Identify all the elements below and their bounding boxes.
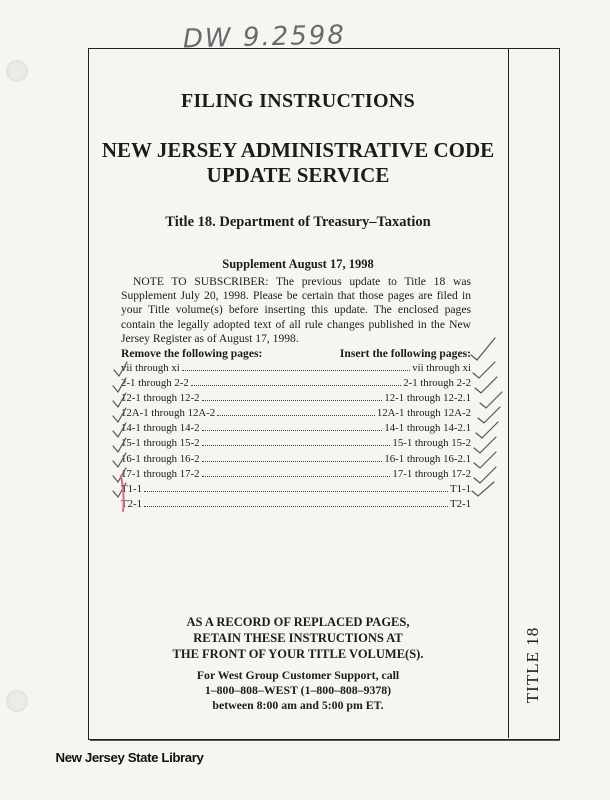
remove-pages: 14-1 through 14-2: [121, 422, 200, 435]
subtitle-line: UPDATE SERVICE: [206, 163, 390, 187]
remove-pages: 12-1 through 12-2: [121, 392, 200, 405]
dot-leader: [202, 453, 383, 462]
department-heading: Title 18. Department of Treasury–Taxation: [165, 214, 431, 230]
list-item: [121, 422, 471, 437]
list-item: [121, 377, 471, 392]
list-item: [121, 437, 471, 452]
list-item: [121, 362, 471, 377]
handwritten-note: DW 9.2598: [182, 20, 347, 55]
insert-pages: vii through xi: [412, 362, 471, 374]
support-line: 1–800–808–WEST (1–800–808–9378): [204, 683, 392, 697]
dot-leader: [144, 483, 448, 492]
punch-hole: [6, 690, 28, 712]
supplement-heading: Supplement August 17, 1998: [222, 257, 374, 271]
subscriber-note-text: NOTE TO SUBSCRIBER: The previous update to Title 18 was Supplement July 20, 1998. Please be certain that those pages are filed in your Title volume(s) before inserting this update. The enclosed pages contain the legally adopted text of all rule changes published in the New Jersey Register as of August 17, 1998.: [121, 275, 471, 345]
list-item: [121, 392, 471, 407]
dot-leader: [202, 437, 391, 446]
remove-pages: T2-1: [121, 497, 142, 510]
library-stamp: New Jersey State Library: [55, 750, 204, 765]
punch-hole: [6, 60, 28, 82]
list-item: [121, 453, 471, 468]
dot-leader: [182, 362, 410, 371]
list-item: [121, 483, 471, 498]
page-subtitle: [88, 138, 508, 188]
record-line: RETAIN THESE INSTRUCTIONS AT: [193, 631, 403, 645]
page-title: FILING INSTRUCTIONS: [180, 90, 416, 112]
list-item: [121, 468, 471, 483]
remove-pages: 17-1 through 17-2: [121, 467, 200, 480]
insert-pages: 16-1 through 16-2.1: [384, 452, 471, 465]
remove-header: Remove the following pages:: [121, 347, 263, 360]
insert-pages: T2-1: [450, 497, 471, 510]
page-list-header: [121, 347, 471, 360]
insert-pages: 12-1 through 12-2.1: [384, 392, 471, 405]
record-instructions: [88, 614, 508, 662]
dot-leader: [202, 392, 383, 401]
insert-pages: 14-1 through 14-2.1: [384, 422, 471, 435]
dot-leader: [191, 377, 401, 386]
remove-pages: 15-1 through 15-2: [121, 437, 200, 450]
support-line: between 8:00 am and 5:00 pm ET.: [212, 698, 384, 712]
remove-pages: 16-1 through 16-2: [121, 452, 200, 465]
page-list: [121, 362, 471, 513]
insert-header: Insert the following pages:: [339, 347, 471, 360]
remove-pages: 12A-1 through 12A-2: [121, 407, 216, 420]
insert-pages: 2-1 through 2-2: [403, 377, 471, 390]
record-line: THE FRONT OF YOUR TITLE VOLUME(S).: [172, 647, 424, 661]
remove-pages: vii through xi: [121, 362, 180, 374]
dot-leader: [202, 468, 391, 477]
dot-leader: [217, 407, 375, 416]
insert-pages: 12A-1 through 12A-2: [376, 407, 471, 420]
subtitle-line: NEW JERSEY ADMINISTRATIVE CODE: [101, 138, 495, 162]
support-line: For West Group Customer Support, call: [196, 668, 400, 682]
remove-pages: T1-1: [121, 482, 142, 495]
record-line: AS A RECORD OF REPLACED PAGES,: [186, 615, 410, 629]
list-item: [121, 407, 471, 422]
list-item: [121, 498, 471, 513]
insert-pages: 15-1 through 15-2: [392, 437, 471, 450]
spine-label: TITLE 18: [523, 626, 542, 704]
subscriber-note: [121, 275, 471, 346]
dot-leader: [202, 422, 383, 431]
dot-leader: [144, 498, 448, 507]
remove-pages: 2-1 through 2-2: [121, 377, 189, 390]
customer-support: [88, 668, 508, 713]
frame-shadow-line: [90, 736, 560, 741]
insert-pages: 17-1 through 17-2: [392, 467, 471, 480]
insert-pages: T1-1: [450, 482, 471, 495]
